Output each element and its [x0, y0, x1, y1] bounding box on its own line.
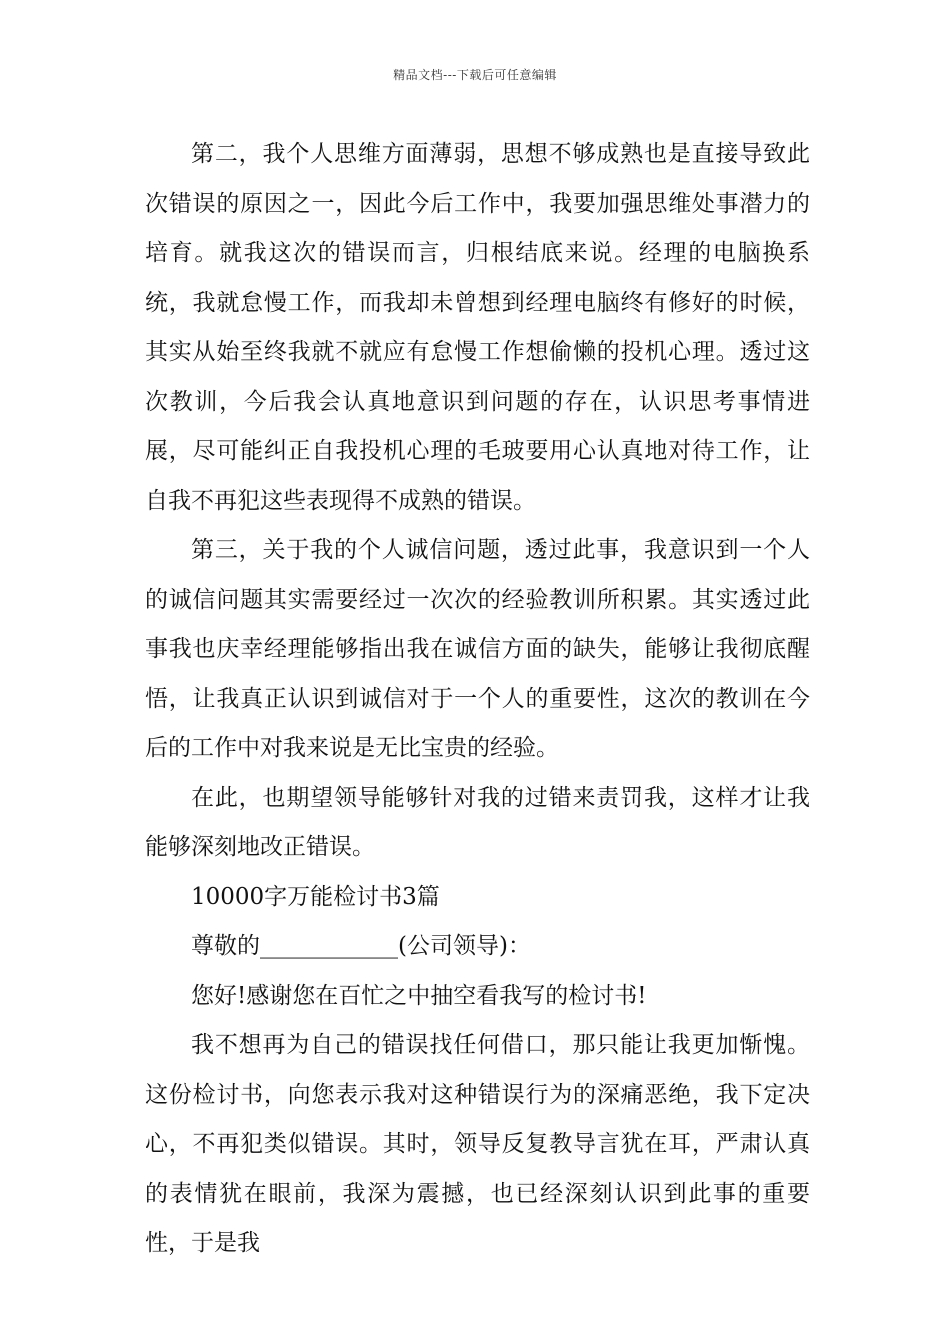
paragraph-apology: 我不想再为自己的错误找任何借口，那只能让我更加惭愧。这份检讨书，向您表示我对这种错误行为的深痛恶绝，我下定决心，不再犯类似错误。其时，领导反复教导言犹在耳，严肃认真的表情犹在眼前，我深为震撼，也已经深刻认识到此事的重要性，于是我	[145, 1032, 810, 1256]
paragraph-request-punishment: 在此，也期望领导能够针对我的过错来责罚我，这样才让我能够深刻地改正错误。	[145, 784, 810, 860]
document-body	[145, 130, 810, 1269]
greeting: 您好!感谢您在百忙之中抽空看我写的检讨书!	[191, 982, 647, 1009]
page-header: 精品文档---下载后可任意编辑	[393, 68, 557, 82]
salutation: 尊敬的____________(公司领导)：	[191, 933, 531, 959]
paragraph-second-point: 第二，我个人思维方面薄弱，思想不够成熟也是直接导致此次错误的原因之一，因此今后工作中，我要加强思维处事潜力的培育。就我这次的错误而言，归根结底来说。经理的电脑换系统，我就怠慢工作，而我却未曾想到经理电脑终有修好的时候，其实从始至终我就不就应有怠慢工作想偷懒的投机心理。透过这次教训，今后我会认真地意识到问题的存在，认识思考事情进展，尽可能纠正自我投机心理的毛玻要用心认真地对待工作，让自我不再犯这些表现得不成熟的错误。	[145, 141, 810, 514]
paragraph-third-point: 第三，关于我的个人诚信问题，透过此事，我意识到一个人的诚信问题其实需要经过一次次的经验教训所积累。其实透过此事我也庆幸经理能够指出我在诚信方面的缺失，能够让我彻底醒悟，让我真正认识到诚信对于一个人的重要性，这次的教训在今后的工作中对我来说是无比宝贵的经验。	[145, 537, 810, 761]
section-title: 10000字万能检讨书3篇	[191, 883, 440, 910]
